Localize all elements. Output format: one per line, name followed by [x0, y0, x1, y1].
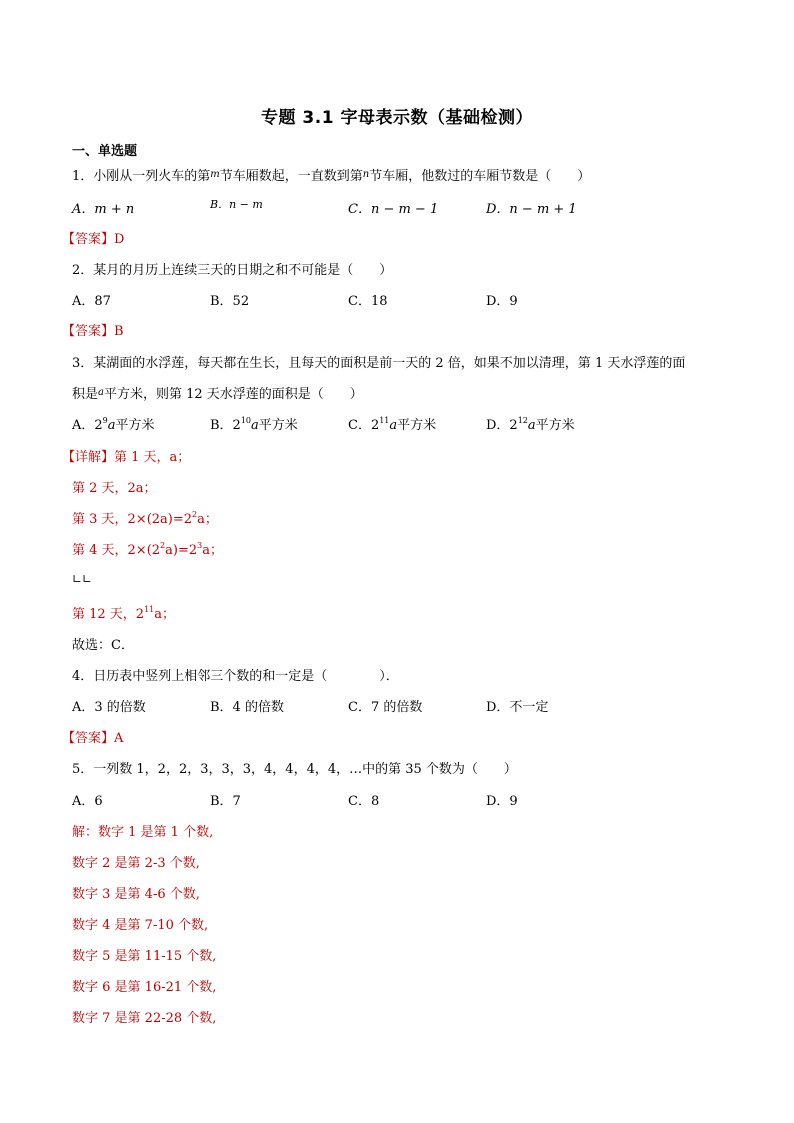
option-suffix: 平方米 — [535, 418, 575, 433]
answer-value: A — [114, 731, 124, 746]
question-5-stem: 5．一列数 1，2，2，3，3，3，4，4，4，4，…中的第 35 个数为（ ） — [72, 762, 517, 777]
q5-solution-line: 数字 6 是第 16-21 个数, — [72, 980, 217, 995]
q3-option-c — [348, 414, 436, 433]
detail-part: 第 3 天，2×(2a)=2 — [72, 512, 193, 527]
detail-exponent: 11 — [144, 605, 155, 614]
q3-option-b — [210, 414, 298, 433]
q1-option-a: A．m + n — [72, 202, 135, 217]
q4-option-c: C．7 的倍数 — [348, 700, 423, 715]
detail-tag: 【详解】 — [62, 450, 115, 465]
q1-var-n: n — [362, 169, 370, 180]
option-var-a: a — [389, 418, 398, 433]
q3-detail-day3 — [72, 508, 218, 527]
q4-option-a: A．3 的倍数 — [72, 700, 146, 715]
q3-var-a: a — [98, 387, 104, 398]
option-var-a: a — [251, 418, 259, 433]
q1-var-m: m — [210, 169, 220, 180]
detail-part: a； — [154, 607, 176, 622]
q1-stem-part: 节车厢数起，一直数到第 — [219, 169, 363, 184]
q4-option-d: D．不一定 — [486, 700, 549, 715]
q1-answer — [62, 228, 124, 247]
detail-exponent: 2 — [160, 541, 166, 550]
q5-option-b: B．7 — [210, 794, 241, 809]
section-heading: 一、单选题 — [72, 144, 138, 159]
q5-solution-line: 数字 2 是第 2-3 个数, — [72, 856, 200, 871]
q3-detail-day12 — [72, 603, 175, 622]
q3-stem-part: 平方米，则第 12 天水浮莲的面积是（ ） — [103, 387, 363, 402]
option-prefix: B．2 — [210, 418, 241, 433]
q1-stem-part: 1．小刚从一列火车的第 — [72, 169, 211, 184]
option-exponent: 12 — [517, 416, 528, 425]
answer-value: D — [114, 232, 125, 247]
q3-option-d — [486, 414, 575, 433]
q2-option-d: D．9 — [486, 294, 518, 309]
q3-detail-day4 — [72, 539, 223, 558]
q2-option-c: C．18 — [348, 294, 388, 309]
detail-line: 第 1 天，a； — [114, 450, 191, 465]
option-suffix: 平方米 — [397, 418, 437, 433]
q1-option-d: D．n − m + 1 — [486, 202, 577, 217]
detail-part: a； — [202, 543, 223, 558]
q3-conclusion: 故选：C． — [72, 638, 134, 653]
question-4-stem: 4．日历表中竖列上相邻三个数的和一定是（ ）． — [72, 669, 399, 684]
option-exponent: 9 — [102, 416, 108, 425]
q4-option-b: B．4 的倍数 — [210, 700, 284, 715]
answer-tag: 【答案】 — [62, 324, 115, 339]
q3-detail-day2: 第 2 天，2a； — [72, 481, 157, 496]
detail-part: 第 4 天，2×(2 — [72, 543, 161, 558]
answer-tag: 【答案】 — [62, 731, 115, 746]
option-prefix: C．2 — [348, 418, 380, 433]
q2-answer — [62, 320, 124, 339]
q1-option-b: B．n − m — [210, 198, 263, 211]
detail-part: a； — [197, 512, 218, 527]
question-1-stem — [72, 165, 590, 184]
answer-tag: 【答案】 — [62, 232, 115, 247]
page-title: 专题 3.1 字母表示数（基础检测） — [261, 108, 533, 128]
option-prefix: D．2 — [486, 418, 518, 433]
q5-solution-line: 数字 7 是第 22-28 个数, — [72, 1011, 217, 1026]
option-var-a: a — [107, 418, 116, 433]
question-3-stem-line-1: 3．某湖面的水浮莲，每天都在生长，且每天的面积是前一天的 2 倍，如果不加以清理，第 1 天水浮莲的面 — [72, 356, 686, 371]
q5-option-a: A．6 — [72, 794, 103, 809]
option-suffix: 平方米 — [115, 418, 155, 433]
q5-solution-line: 数字 5 是第 11-15 个数, — [72, 949, 217, 964]
q5-option-c: C．8 — [348, 794, 380, 809]
q1-option-c: C．n − m − 1 — [348, 202, 439, 217]
answer-value: B — [114, 324, 124, 339]
question-2-stem: 2．某月的月历上连续三天的日期之和不可能是（ ） — [72, 263, 393, 278]
q1-stem-part: 节车厢，他数过的车厢节数是（ ） — [369, 169, 591, 184]
q3-stem-part: 积是 — [72, 387, 99, 402]
q3-detail-first — [62, 446, 190, 465]
detail-exponent: 2 — [192, 510, 198, 519]
option-var-a: a — [527, 418, 536, 433]
q4-answer — [62, 727, 123, 746]
q5-solution-line: 数字 4 是第 7-10 个数, — [72, 918, 209, 933]
q2-option-b: B．52 — [210, 294, 250, 309]
option-exponent: 10 — [240, 416, 252, 425]
q3-detail-ellipsis: ∟∟ — [72, 572, 93, 586]
q2-option-a: A．87 — [72, 294, 111, 309]
q5-solution-line: 解：数字 1 是第 1 个数, — [72, 825, 214, 840]
question-3-stem-line-2 — [72, 383, 363, 402]
q5-option-d: D．9 — [486, 794, 518, 809]
option-exponent: 11 — [379, 416, 390, 425]
q5-solution-line: 数字 3 是第 4-6 个数, — [72, 887, 200, 902]
detail-part: 第 12 天，2 — [72, 607, 145, 622]
detail-exponent: 3 — [197, 541, 203, 550]
option-suffix: 平方米 — [258, 418, 298, 433]
q3-option-a — [72, 414, 155, 433]
option-prefix: A．2 — [72, 418, 103, 433]
detail-part: a)=2 — [165, 543, 198, 558]
